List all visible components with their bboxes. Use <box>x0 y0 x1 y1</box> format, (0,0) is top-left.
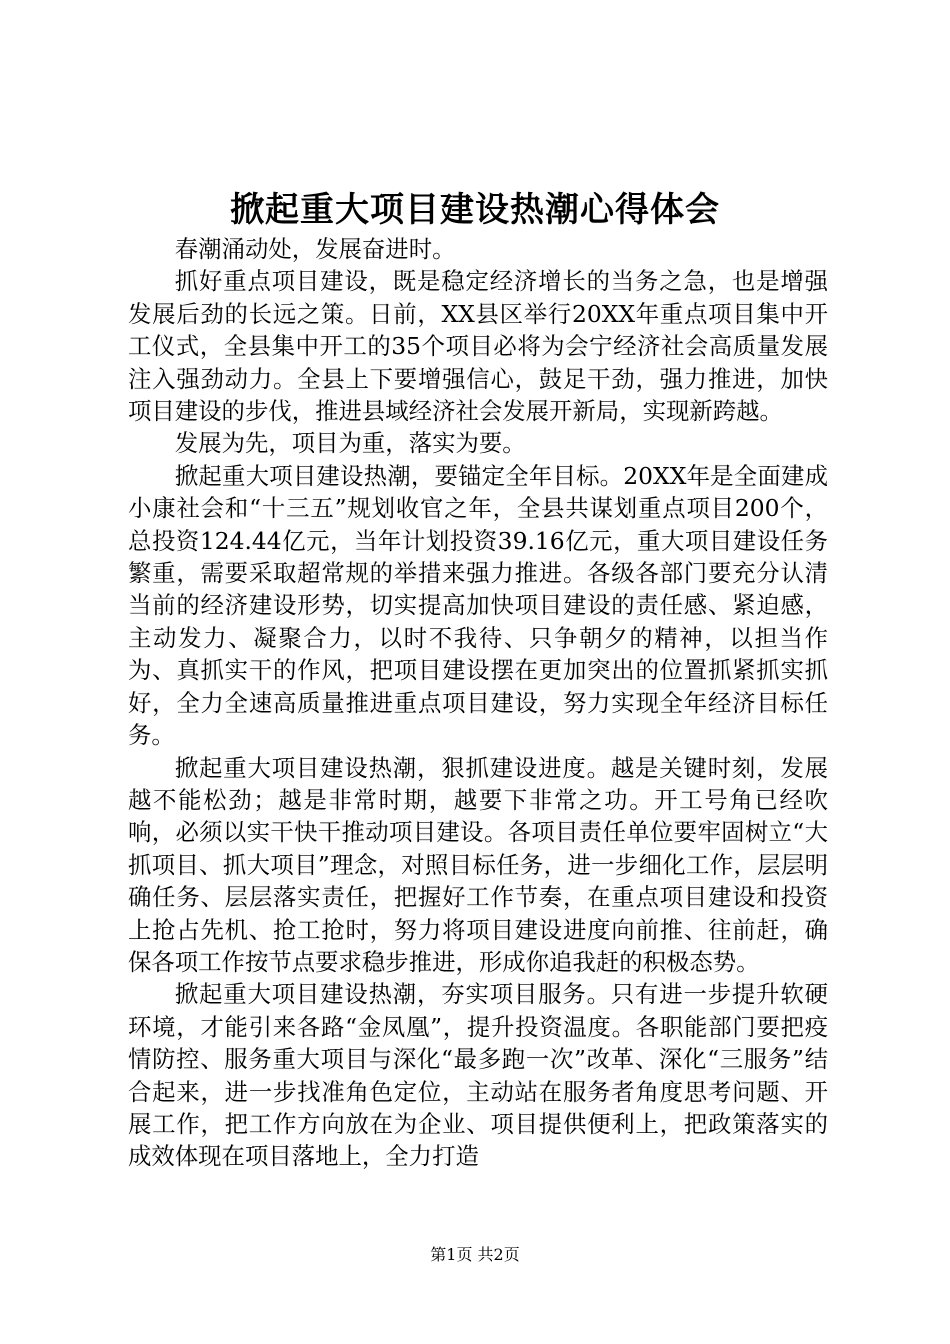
paragraph: 发展为先，项目为重，落实为要。 <box>174 429 526 458</box>
paragraph: 掀起重大项目建设热潮，夯实项目服务。只有进一步提升软硬环境，才能引来各路“金凤凰”，提升投资温度。各职能部门要把疫情防控、服务重大项目与深化“最多跑一次”改革、深化“三服务”结合起来，进一步找准角色定位，主动站在服务者角度思考问题、开展工作，把工作方向放在为企业、项目提供便利上，把政策落实的成效体现在项目落地上，全力打造 <box>128 980 828 1171</box>
paragraph: 抓好重点项目建设，既是稳定经济增长的当务之急，也是增强发展后劲的长远之策。日前，XX县区举行20XX年重点项目集中开工仪式，全县集中开工的35个项目必将为会宁经济社会高质量发展注入强劲动力。全县上下要增强信心，鼓足干劲，强力推进，加快项目建设的步伐，推进县域经济社会发展开新局，实现新跨越。 <box>128 267 828 426</box>
paragraph: 春潮涌动处，发展奋进时。 <box>174 235 456 263</box>
paragraph: 掀起重大项目建设热潮，狠抓建设进度。越是关键时刻，发展越不能松劲；越是非常时期，越要下非常之功。开工号角已经吹响，必须以实干快干推动项目建设。各项目责任单位要牢固树立“大抓项目、抓大项目”理念，对照目标任务，进一步细化工作，层层明确任务、层层落实责任，把握好工作节奏，在重点项目建设和投资上抢占先机、抢工抢时，努力将项目建设进度向前推、往前赶，确保各项工作按节点要求稳步推进，形成你追我赶的积极态势。 <box>128 753 828 976</box>
document-body <box>128 233 828 1173</box>
document-title: 掀起重大项目建设热潮心得体会 <box>230 190 720 230</box>
paragraph: 掀起重大项目建设热潮，要锚定全年目标。20XX年是全面建成小康社会和“十三五”规划收官之年，全县共谋划重点项目200个，总投资124.44亿元，当年计划投资39.16亿元，重大项目建设任务繁重，需要采取超常规的举措来强力推进。各级各部门要充分认清当前的经济建设形势，切实提高加快项目建设的责任感、紧迫感，主动发力、凝聚合力，以时不我待、只争朝夕的精神，以担当作为、真抓实干的作风，把项目建设摆在更加突出的位置抓紧抓实抓好，全力全速高质量推进重点项目建设，努力实现全年经济目标任务。 <box>128 461 828 750</box>
page-number-footer: 第1页 共2页 <box>430 1245 520 1264</box>
